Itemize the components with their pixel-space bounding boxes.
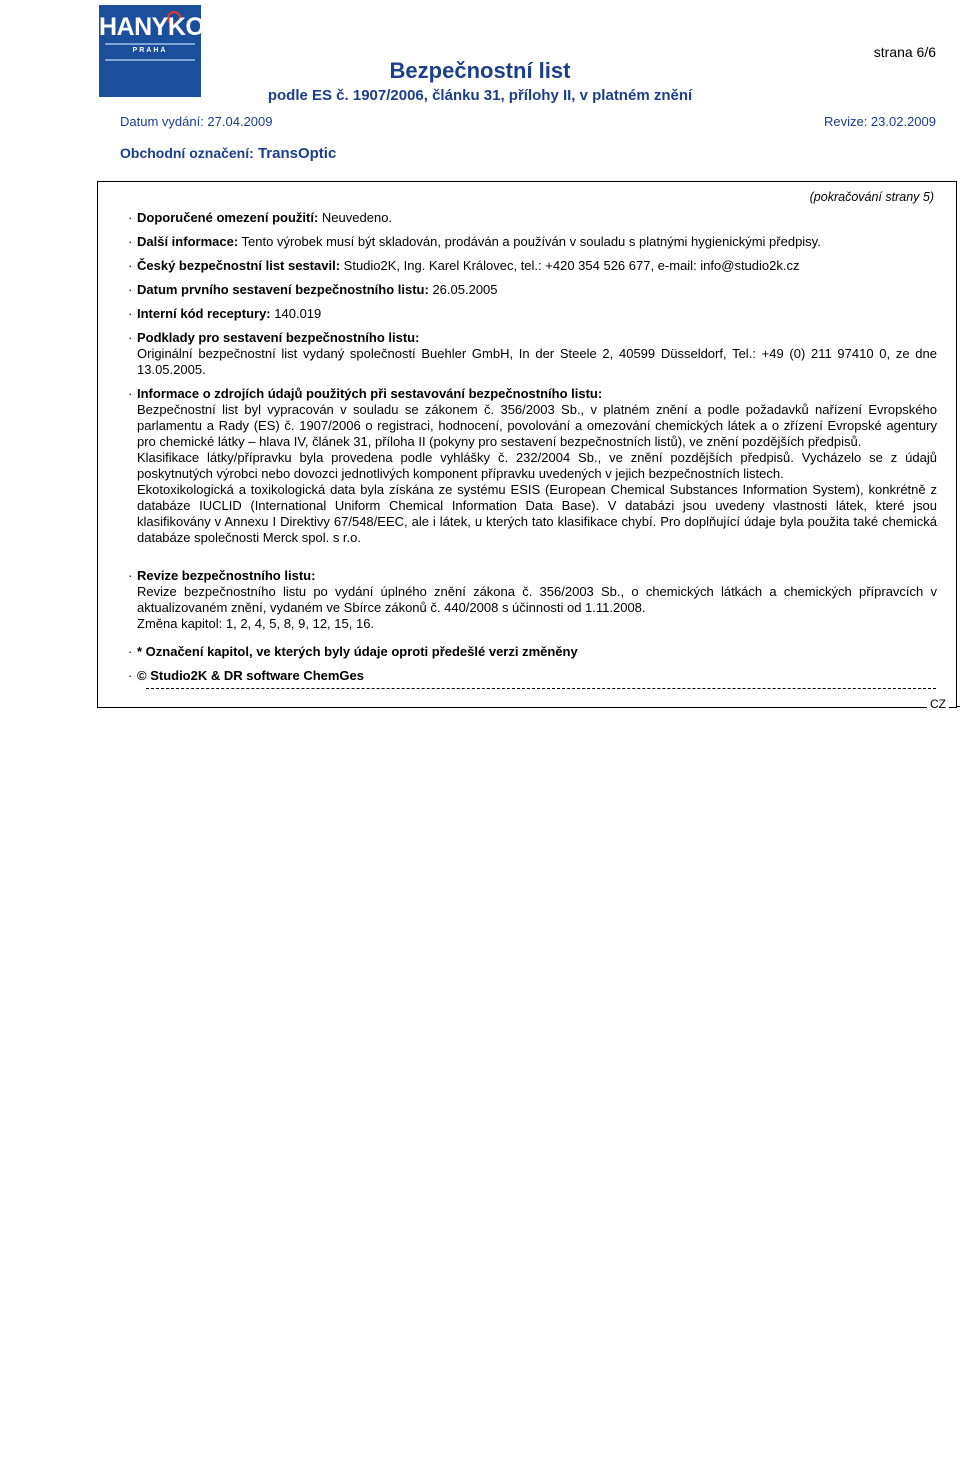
item-label: Datum prvního sestavení bezpečnostního listu: xyxy=(137,282,429,297)
list-item xyxy=(128,386,937,546)
trade-name-value: TransOptic xyxy=(257,145,337,162)
item-label: * Označení kapitol, ve kterých byly údaje oproti předešlé verzi změněny xyxy=(137,644,578,659)
bullet: · xyxy=(128,668,133,683)
item-text: Neuvedeno. xyxy=(321,210,393,225)
list-item xyxy=(128,668,937,684)
item-text: Originální bezpečnostní list vydaný společností Buehler GmbH, In der Steele 2, 40599 Düsseldorf, Tel.: +49 (0) 211 97410 0, ze dne 13.05.2005. xyxy=(137,346,937,377)
bullet: · xyxy=(128,644,133,659)
list-item xyxy=(128,282,937,298)
bullet: · xyxy=(128,282,133,297)
item-label: Revize bezpečnostního listu: xyxy=(137,568,316,583)
item-text: Studio2K, Ing. Karel Královec, tel.: +420 354 526 677, e-mail: info@studio2k.cz xyxy=(343,258,800,273)
dashed-divider xyxy=(146,688,936,689)
item-label: Interní kód receptury: xyxy=(137,306,271,321)
item-label: Doporučené omezení použití: xyxy=(137,210,319,225)
logo-text: HANYKO xyxy=(99,13,205,41)
document-subtitle: podle ES č. 1907/2006, článku 31, přílohy II, v platném znění xyxy=(267,87,693,104)
item-label: Podklady pro sestavení bezpečnostního listu: xyxy=(137,330,420,345)
logo-stripe xyxy=(105,43,195,45)
issue-date: Datum vydání: 27.04.2009 xyxy=(120,114,273,129)
item-text: Tento výrobek musí být skladován, prodáván a používán v souladu s platnými hygienickými předpisy. xyxy=(241,234,821,249)
bullet: · xyxy=(128,568,133,583)
list-item xyxy=(128,306,937,322)
bullet: · xyxy=(128,258,133,273)
content-box xyxy=(97,181,957,708)
item-label: Další informace: xyxy=(137,234,239,249)
bullet: · xyxy=(128,386,133,401)
bullet: · xyxy=(128,330,133,345)
item-text: Ekotoxikologická a toxikologická data byla získána ze systému ESIS (European Chemical Substances Information System), konkrétně z databáze IUCLID (International Uniform Chemical Information Data Base). V databázi jsou uvedeny vlastnosti látek, které jsou klasifikovány v Annexu I Direktivy 67/548/EEC, ale i látek, u kterých tato klasifikace chybí. Pro doplňující údaje byla použita také chemická databáze společnosti Merck spol. s r.o. xyxy=(137,482,937,545)
item-text: Klasifikace látky/přípravku byla provedena podle vyhlášky č. 232/2004 Sb., ve znění pozdějších předpisů. Vycházelo se z údajů poskytnutých výrobci nebo dovozci jednotlivých komponent přípravku uvedených v jejich bezpečnostních listech. xyxy=(137,450,937,481)
list-item xyxy=(128,210,937,226)
list-item xyxy=(128,568,937,632)
item-text: Bezpečnostní list byl vypracován v souladu se zákonem č. 356/2003 Sb., v platném znění a podle požadavků nařízení Evropského parlamentu a Rady (ES) č. 1907/2006 o registraci, hodnocení, povolování a omezování chemických látek a o zřízení Evropské agentury pro chemické látky – hlava IV, článek 31, příloha II (pokyny pro sestavení bezpečnostních listů), ve znění pozdějších předpisů. xyxy=(137,402,937,449)
list-item xyxy=(128,234,937,250)
item-text: 26.05.2005 xyxy=(432,282,498,297)
list-item xyxy=(128,258,937,274)
trade-name xyxy=(120,145,336,162)
bullet: · xyxy=(128,234,133,249)
bullet: · xyxy=(128,210,133,225)
trade-name-label: Obchodní označení: xyxy=(120,145,254,161)
item-label: © Studio2K & DR software ChemGes xyxy=(137,668,365,683)
logo-subtext: PRAHA xyxy=(132,47,168,54)
list-item xyxy=(128,644,937,660)
item-label: Český bezpečnostní list sestavil: xyxy=(137,258,341,273)
item-text: Revize bezpečnostního listu po vydání úplného znění zákona č. 356/2003 Sb., o chemických látkách a chemických přípravcích v aktualizovaném znění, vydaném ve Sbírce zákonů č. 440/2008 s účinnosti od 1.11.2008. xyxy=(137,584,937,615)
continuation-note: (pokračování strany 5) xyxy=(809,190,934,204)
language-code: CZ xyxy=(927,697,949,711)
item-label: Informace o zdrojích údajů použitých při sestavování bezpečnostního listu: xyxy=(137,386,603,401)
list-item xyxy=(128,330,937,378)
document-title: Bezpečnostní list xyxy=(389,58,571,83)
item-text: Změna kapitol: 1, 2, 4, 5, 8, 9, 12, 15, 16. xyxy=(137,616,375,631)
revision-date: Revize: 23.02.2009 xyxy=(823,114,936,129)
page-number: strana 6/6 xyxy=(873,44,936,60)
item-text: 140.019 xyxy=(274,306,322,321)
bullet: · xyxy=(128,306,133,321)
